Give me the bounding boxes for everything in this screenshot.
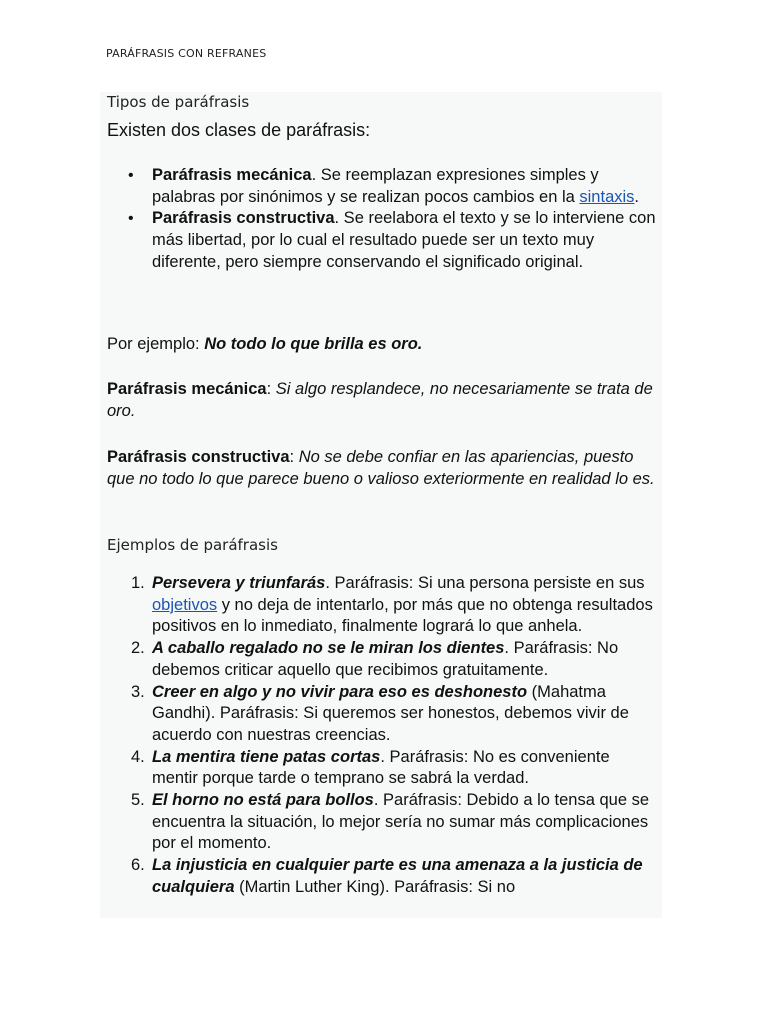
document-header: PARÁFRASIS CON REFRANES bbox=[106, 47, 267, 60]
list-item: • Paráfrasis constructiva. Se reelabora el texto y se lo interviene con más libertad, por lo cual el resultado puede ser un texto muy diferente, pero siempre conservando el significado original. bbox=[107, 208, 659, 273]
section-heading-types: Tipos de paráfrasis bbox=[107, 93, 250, 111]
intro-paragraph: Existen dos clases de paráfrasis: bbox=[107, 120, 371, 140]
term-mecanica: Paráfrasis mecánica bbox=[152, 166, 312, 184]
list-item: 6. La injusticia en cualquier parte es una amenaza a la justicia de cualquiera (Martin Luther King). Paráfrasis: Si no bbox=[131, 856, 643, 896]
list-item: 4. La mentira tiene patas cortas. Paráfrasis: No es conveniente mentir porque tarde o temprano se sabrá la verdad. bbox=[131, 747, 610, 788]
list-item: 1. Persevera y triunfarás. Paráfrasis: Si una persona persiste en sus objetivos y no deja de intentarlo, por más que no obtenga resultados positivos en lo inmediato, finalmente logrará lo que anhela. bbox=[131, 574, 653, 636]
article-content bbox=[100, 92, 662, 918]
list-item: 5. El horno no está para bollos. Paráfrasis: Debido a lo tensa que se encuentra la situación, lo mejor sería no sumar más complicaciones por el momento. bbox=[131, 791, 650, 853]
list-item: 2. A caballo regalado no se le miran los dientes. Paráfrasis: No debemos criticar aquello que recibimos gratuitamente. bbox=[131, 639, 619, 679]
term-constructiva: Paráfrasis constructiva bbox=[152, 209, 335, 228]
paraphrase-types-list bbox=[107, 165, 659, 274]
list-item: 3. Creer en algo y no vivir para eso es deshonesto (Mahatma Gandhi). Paráfrasis: Si queremos ser honestos, debemos vivir de acuerdo con nuestras creencias. bbox=[131, 682, 629, 744]
sintaxis-link[interactable]: sintaxis bbox=[579, 187, 635, 206]
objetivos-link[interactable]: objetivos bbox=[152, 595, 218, 614]
examples-list bbox=[107, 573, 659, 899]
example-saying: Por ejemplo: No todo lo que brilla es oro. bbox=[107, 335, 423, 353]
example-mechanical: Paráfrasis mecánica: Si algo resplandece, no necesariamente se trata de oro. bbox=[107, 380, 653, 420]
section-heading-examples: Ejemplos de paráfrasis bbox=[107, 536, 278, 554]
example-constructive: Paráfrasis constructiva: No se debe confiar en las apariencias, puesto que no todo lo que parece bueno o valioso exteriormente en realidad lo es. bbox=[107, 448, 655, 488]
list-item: • Paráfrasis mecánica. Se reemplazan expresiones simples y palabras por sinónimos y se realizan pocos cambios en la sintaxis. bbox=[107, 165, 659, 208]
